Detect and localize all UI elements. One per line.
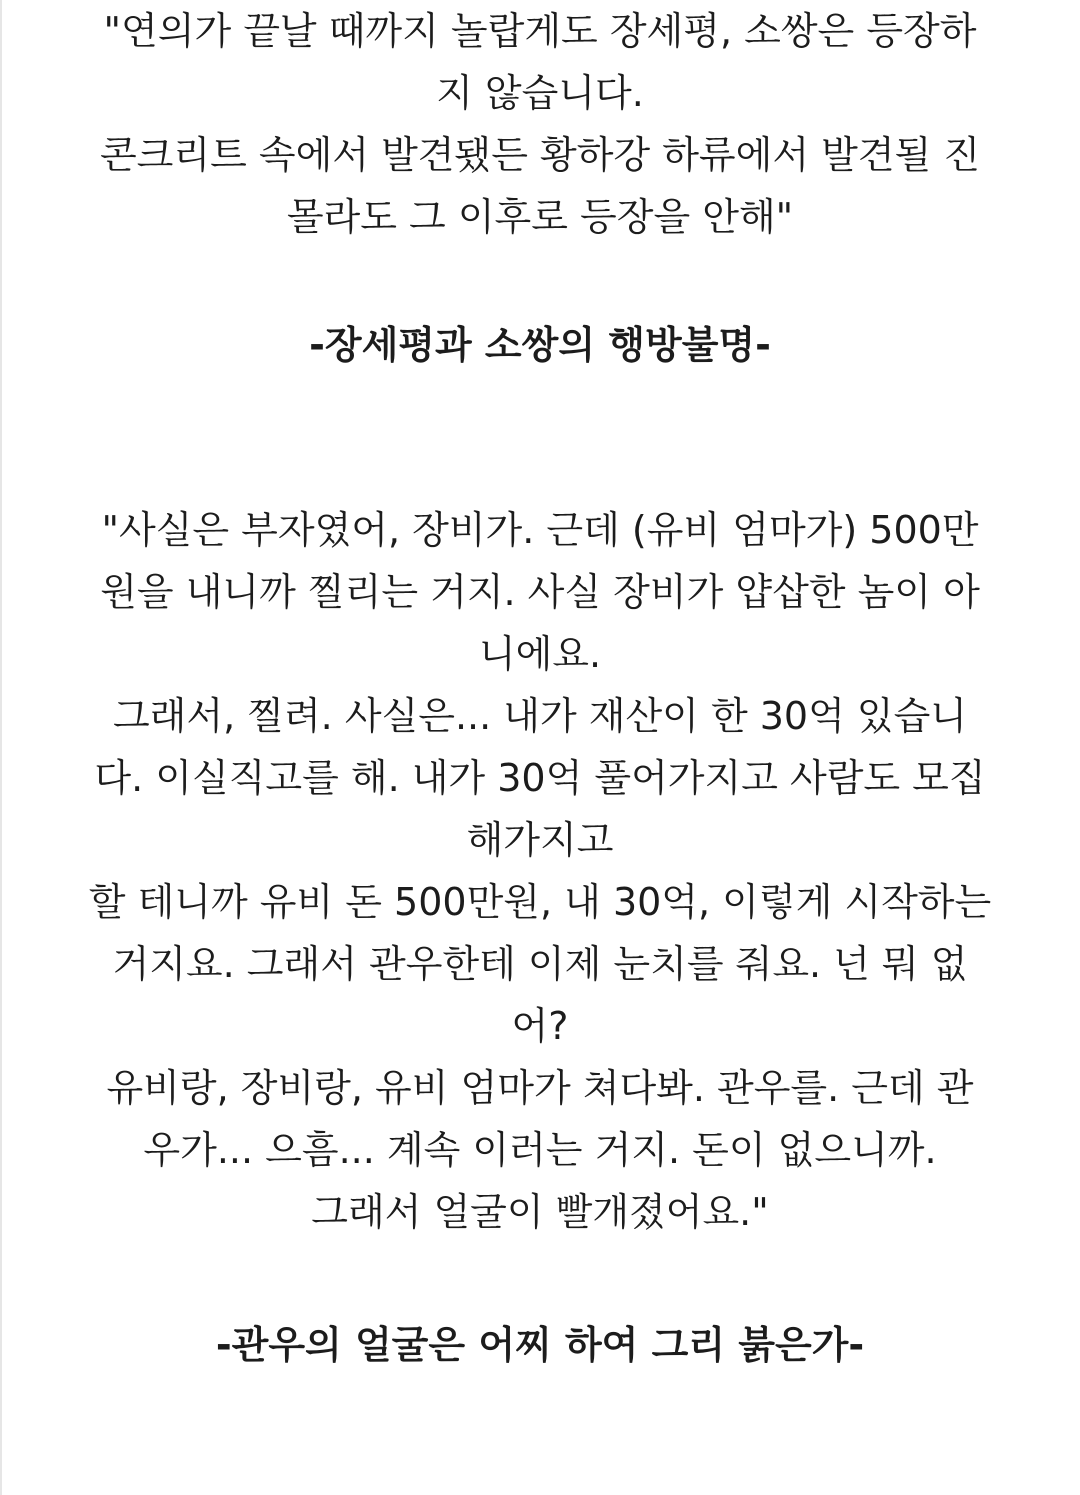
quote-block-1 <box>40 0 1040 248</box>
quote-line: 콘크리트 속에서 발견됐든 황하강 하류에서 발견될 진 <box>99 133 981 177</box>
section-heading-2-wrap <box>40 1314 1040 1376</box>
quote-line: 어? <box>511 1004 569 1048</box>
section-heading-2: -관우의 얼굴은 어찌 하여 그리 붉은가- <box>215 1323 865 1367</box>
quote-line: "연의가 끝날 때까지 놀랍게도 장세평, 소쌍은 등장하 <box>103 9 977 53</box>
page-left-border <box>0 0 2 1495</box>
quote-line: "사실은 부자였어, 장비가. 근데 (유비 엄마가) 500만 <box>101 508 979 552</box>
quote-block-2 <box>40 499 1040 1243</box>
quote-line: 거지요. 그래서 관우한테 이제 눈치를 줘요. 넌 뭐 없 <box>112 942 968 986</box>
quote-paragraph-1 <box>40 0 1040 248</box>
quote-line: 그래서, 찔려. 사실은... 내가 재산이 한 30억 있습니 <box>112 694 968 738</box>
quote-line: 유비랑, 장비랑, 유비 엄마가 쳐다봐. 관우를. 근데 관 <box>106 1066 974 1110</box>
quote-line: 원을 내니까 찔리는 거지. 사실 장비가 얍삽한 놈이 아 <box>100 570 980 614</box>
quote-line: 니에요. <box>478 632 602 676</box>
quote-line: 몰라도 그 이후로 등장을 안해" <box>286 195 794 239</box>
quote-line: 할 테니까 유비 돈 500만원, 내 30억, 이렇게 시작하는 <box>88 880 992 924</box>
section-heading-1: -장세평과 소쌍의 행방불명- <box>309 323 771 367</box>
section-heading-1-wrap <box>40 314 1040 376</box>
quote-paragraph-2 <box>40 499 1040 1243</box>
quote-line: 해가지고 <box>466 818 614 862</box>
quote-line: 그래서 얼굴이 빨개졌어요." <box>311 1190 769 1234</box>
quote-line: 다. 이실직고를 해. 내가 30억 풀어가지고 사람도 모집 <box>94 756 986 800</box>
quote-line: 우가... 으흠... 계속 이러는 거지. 돈이 없으니까. <box>143 1128 937 1172</box>
quote-line: 지 않습니다. <box>436 71 644 115</box>
